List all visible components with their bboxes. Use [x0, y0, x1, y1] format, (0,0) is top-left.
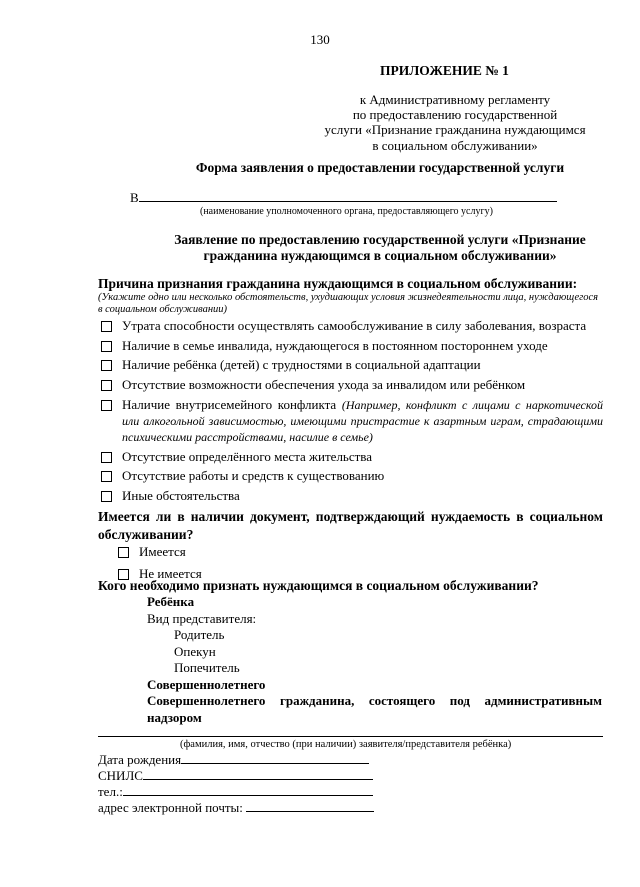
reason-options [98, 318, 603, 508]
rep-trustee[interactable]: Попечитель [174, 660, 240, 675]
checkbox[interactable] [118, 547, 129, 558]
option-label: Иные обстоятельства [122, 487, 240, 503]
reason-option [98, 338, 603, 354]
option-label: Наличие в семье инвалида, нуждающегося в постоянном постороннем уходе [122, 337, 548, 353]
recipient-prefix: В [130, 190, 139, 205]
phone-row [98, 784, 374, 800]
document-question: Имеется ли в наличии документ, подтверждающий нуждаемость в социальном обслуживании? [98, 509, 603, 542]
checkbox[interactable] [101, 341, 112, 352]
form-title: Форма заявления о предоставлении государственной услуги [195, 160, 565, 175]
email-label: адрес электронной почты: [98, 799, 243, 815]
reason-option [98, 377, 603, 393]
checkbox[interactable] [101, 452, 112, 463]
birth-date-row [98, 752, 374, 768]
reason-option [98, 357, 603, 373]
email-field[interactable] [246, 800, 374, 812]
birth-date-label: Дата рождения [98, 752, 182, 767]
regulation-line: по предоставлению государственной [352, 107, 558, 123]
applicant-name-field[interactable] [98, 736, 603, 737]
regulation-line: в социальном обслуживании» [372, 137, 538, 153]
statement-title: Заявление по предоставлению государственной услуги «Признание гражданина нуждающимся в социальном обслуживании» [174, 232, 586, 264]
option-label: Отсутствие работы и средств к существованию [122, 468, 385, 484]
reason-option [98, 449, 603, 465]
option-label: Наличие внутрисемейного конфликта [122, 396, 337, 412]
phone-field[interactable] [123, 784, 373, 796]
recipient-hint: (наименование уполномоченного органа, предоставляющего услугу) [200, 206, 493, 217]
snils-row [98, 768, 374, 784]
who-options [147, 594, 602, 726]
checkbox[interactable] [101, 380, 112, 391]
recipient-line [130, 190, 557, 206]
birth-date-field[interactable] [181, 752, 369, 764]
reason-option [98, 397, 603, 446]
checkbox[interactable] [101, 360, 112, 371]
option-adult-supervised-cont: надзором [147, 709, 202, 725]
regulation-line: к Административному регламенту [359, 92, 551, 107]
regulation-reference [300, 92, 610, 153]
contact-fields [98, 752, 374, 816]
checkbox[interactable] [101, 491, 112, 502]
rep-parent[interactable]: Родитель [174, 627, 225, 642]
snils-label: СНИЛС [98, 767, 143, 783]
checkbox[interactable] [101, 321, 112, 332]
option-child[interactable]: Ребёнка [147, 594, 195, 609]
option-adult-supervised[interactable]: Совершеннолетнего гражданина, состоящего под административным [147, 693, 602, 708]
reason-option [98, 468, 603, 484]
reason-heading: Причина признания гражданина нуждающимся в социальном обслуживании: [98, 276, 578, 291]
who-question: Кого необходимо признать нуждающимся в социальном обслуживании? [98, 578, 539, 593]
option-label: Отсутствие определённого места жительства [122, 448, 373, 464]
phone-label: тел.: [98, 783, 123, 799]
rep-guardian[interactable]: Опекун [174, 643, 216, 659]
rep-label: Вид представителя: [147, 610, 257, 626]
appendix-title: ПРИЛОЖЕНИЕ № 1 [380, 63, 509, 78]
checkbox[interactable] [101, 400, 112, 411]
document-option [115, 544, 202, 560]
checkbox[interactable] [101, 471, 112, 482]
reason-option [98, 488, 603, 504]
option-adult[interactable]: Совершеннолетнего [147, 676, 266, 692]
recipient-field[interactable] [139, 190, 557, 202]
option-label: Утрата способности осуществлять самообслуживание в силу заболевания, возраста [122, 318, 587, 333]
reason-hint: (Укажите одно или несколько обстоятельств, ухудшающих условия жизнедеятельности лица, нуждающегося в социальном обслуживании) [98, 292, 598, 316]
option-text [122, 397, 603, 446]
option-label: Отсутствие возможности обеспечения ухода за инвалидом или ребёнком [122, 376, 526, 392]
page-number: 130 [310, 32, 330, 47]
option-note: (Например, конфликт с лицами с наркотической или алкогольной зависимостью, имеющими пристрастие к азартным играм, страдающими психическими расстройствами, насилие в семье) [122, 397, 604, 445]
applicant-name-hint: (фамилия, имя, отчество (при наличии) заявителя/представителя ребёнка) [180, 739, 512, 750]
reason-option [98, 318, 603, 334]
option-label: Наличие ребёнка (детей) с трудностями в социальной адаптации [122, 357, 481, 373]
email-row [98, 800, 374, 816]
option-label: Не имеется [139, 566, 202, 582]
option-label: Имеется [139, 544, 186, 559]
snils-field[interactable] [143, 768, 373, 780]
regulation-line: услуги «Признание гражданина нуждающимся [324, 122, 586, 138]
